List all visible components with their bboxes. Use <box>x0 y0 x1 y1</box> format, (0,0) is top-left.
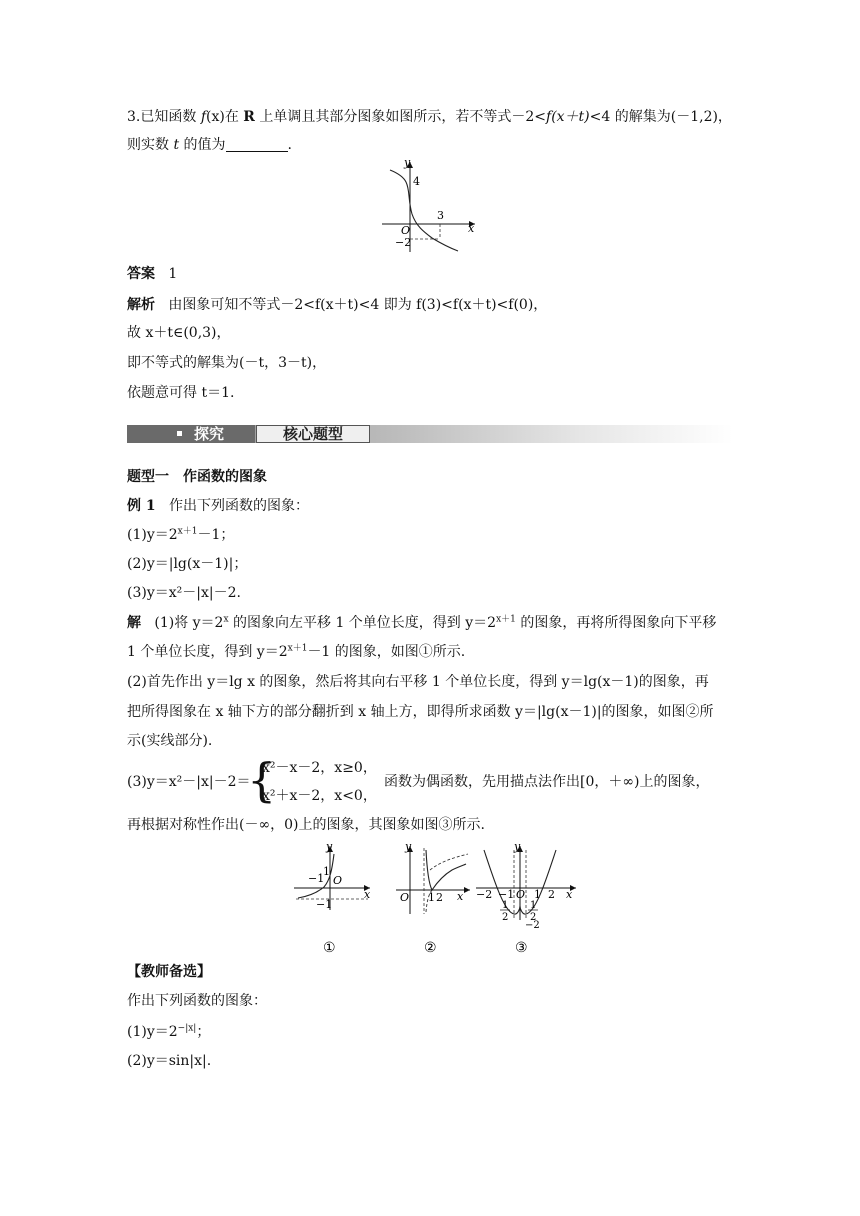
example-1-item-2: (2)y＝|lg(x－1)|； <box>127 556 248 572</box>
svg-text:y: y <box>326 840 333 853</box>
teacher-item-2: (2)y＝sin|x|. <box>127 1053 212 1069</box>
piecewise-brace: { <box>247 753 277 807</box>
question-3-line-1: 3.已知函数 f(x)在 R 上单调且其部分图象如图所示，若不等式－2<f(x＋t)<4 的解集为(－1,2)， <box>127 109 732 125</box>
svg-text:O: O <box>516 888 526 901</box>
solution-graphs <box>290 840 580 958</box>
svg-text:−2: −2 <box>525 920 540 931</box>
teacher-item-1: $(1)y=2^{-|x|}$； <box>127 1023 211 1040</box>
answer-line: 答案 1 <box>127 266 178 282</box>
square-bullet-icon <box>177 431 182 436</box>
answer-blank <box>226 137 288 152</box>
svg-text:③: ③ <box>515 940 528 956</box>
teacher-text: 作出下列函数的图象： <box>127 993 267 1009</box>
solution-part-1-line-1: 解 (1)将 $y=2^x$ 的图象向左平移 1 个单位长度，得到 $y=2^{x+1}$ 的图象，再将所得图象向下平移 <box>127 614 717 631</box>
svg-text:2: 2 <box>530 912 537 923</box>
piecewise-case-1: x²－x－2，x≥0， <box>262 760 377 776</box>
svg-text:2: 2 <box>436 891 443 904</box>
svg-text:3: 3 <box>437 209 444 222</box>
svg-text:①: ① <box>323 940 336 956</box>
svg-text:②: ② <box>424 940 437 956</box>
graph-1 <box>294 840 371 911</box>
svg-text:1: 1 <box>534 888 541 901</box>
svg-text:−1: −1 <box>316 898 333 911</box>
svg-text:O: O <box>400 891 410 904</box>
question-3-graph <box>370 156 480 256</box>
analysis-line-4: 依题意可得 t＝1. <box>127 385 235 401</box>
banner-right-label: 核心题型 <box>256 425 370 443</box>
solution-part-3-lead: (3)y＝x²－|x|－2＝ <box>127 774 251 790</box>
svg-text:y: y <box>514 840 521 853</box>
section-banner <box>127 423 733 445</box>
teacher-section-title: 【教师备选】 <box>127 964 211 980</box>
analysis-line-1: 解析 由图象可知不等式－2<f(x＋t)<4 即为 f(3)<f(x＋t)<f(0)， <box>127 297 548 313</box>
piecewise-case-2: x²＋x－2，x<0， <box>262 788 377 804</box>
solution-part-3-text: 函数为偶函数，先用描点法作出[0，＋∞)上的图象， <box>384 774 710 790</box>
svg-text:1: 1 <box>530 900 537 911</box>
svg-text:x: x <box>566 888 573 901</box>
banner-left-label: 探究 <box>127 425 255 443</box>
solution-part-2-line-3: 示(实线部分). <box>127 733 213 749</box>
svg-text:1: 1 <box>428 891 435 904</box>
svg-text:1: 1 <box>323 865 330 878</box>
solution-part-2-line-1: (2)首先作出 y＝lg x 的图象，然后将其向右平移 1 个单位长度，得到 y＝lg(x－1)的图象，再 <box>127 674 709 690</box>
analysis-line-3: 即不等式的解集为(－t，3－t)， <box>127 355 327 371</box>
svg-text:1: 1 <box>502 900 509 911</box>
example-1-item-1: $(1)y=2^{x+1}-1$； <box>127 526 235 543</box>
svg-text:−1: −1 <box>308 872 325 885</box>
svg-text:x: x <box>468 222 475 235</box>
svg-text:−1: −1 <box>498 888 515 901</box>
solution-part-2-line-2: 把所得图象在 x 轴下方的部分翻折到 x 轴上方，即得所求函数 y＝|lg(x－1)|的图象，如图②所 <box>127 704 714 720</box>
graph-2 <box>396 840 470 914</box>
svg-text:O: O <box>401 224 411 237</box>
svg-text:x: x <box>364 888 371 901</box>
svg-text:−2: −2 <box>476 888 493 901</box>
solution-part-3-line-2: 再根据对称性作出(－∞，0)上的图象，其图象如图③所示. <box>127 817 485 833</box>
svg-text:4: 4 <box>413 175 420 188</box>
svg-text:y: y <box>405 840 412 853</box>
svg-text:O: O <box>333 874 343 887</box>
example-1-item-3: (3)y＝x²－|x|－2. <box>127 585 241 601</box>
svg-text:x: x <box>457 890 464 903</box>
type-1-title: 题型一 作函数的图象 <box>127 469 267 485</box>
svg-text:2: 2 <box>548 888 555 901</box>
analysis-line-2: 故 x＋t∈(0,3)， <box>127 325 231 341</box>
question-3-line-2: 则实数 t 的值为 . <box>127 137 292 153</box>
svg-text:2: 2 <box>502 912 509 923</box>
graph-3 <box>476 840 576 931</box>
solution-part-1-line-2: 1 个单位长度，得到 $y=2^{x+1}-1$ 的图象，如图①所示. <box>127 643 466 660</box>
svg-text:−2: −2 <box>395 236 412 249</box>
svg-text:y: y <box>404 156 411 169</box>
example-1-line: 例 1 作出下列函数的图象： <box>127 498 309 514</box>
